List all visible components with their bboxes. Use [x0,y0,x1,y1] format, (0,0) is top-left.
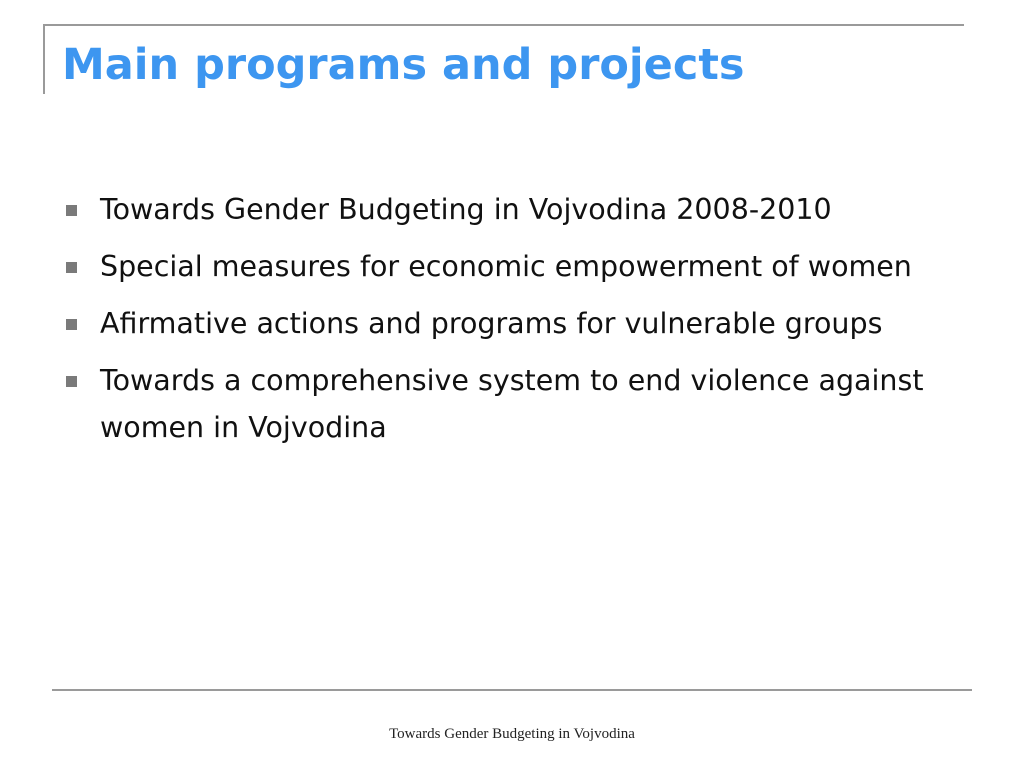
slide-title: Main programs and projects [62,40,745,90]
bullet-item [60,357,940,451]
square-bullet-icon [66,262,77,273]
square-bullet-icon [66,376,77,387]
bullet-item [60,300,940,347]
bullet-text: Special measures for economic empowerment of women [100,250,912,283]
bullet-text: Towards Gender Budgeting in Vojvodina 2008-2010 [100,193,832,226]
square-bullet-icon [66,319,77,330]
bullet-item [60,186,940,233]
frame-left-rule [43,24,45,94]
bullet-item [60,243,940,290]
footer-text: Towards Gender Budgeting in Vojvodina [389,726,635,742]
footer-rule [52,689,972,691]
bullet-text: Towards a comprehensive system to end violence against women in Vojvodina [100,364,924,444]
frame-top-rule [43,24,964,26]
square-bullet-icon [66,205,77,216]
bullet-list [60,186,940,461]
bullet-text: Afirmative actions and programs for vulnerable groups [100,307,883,340]
